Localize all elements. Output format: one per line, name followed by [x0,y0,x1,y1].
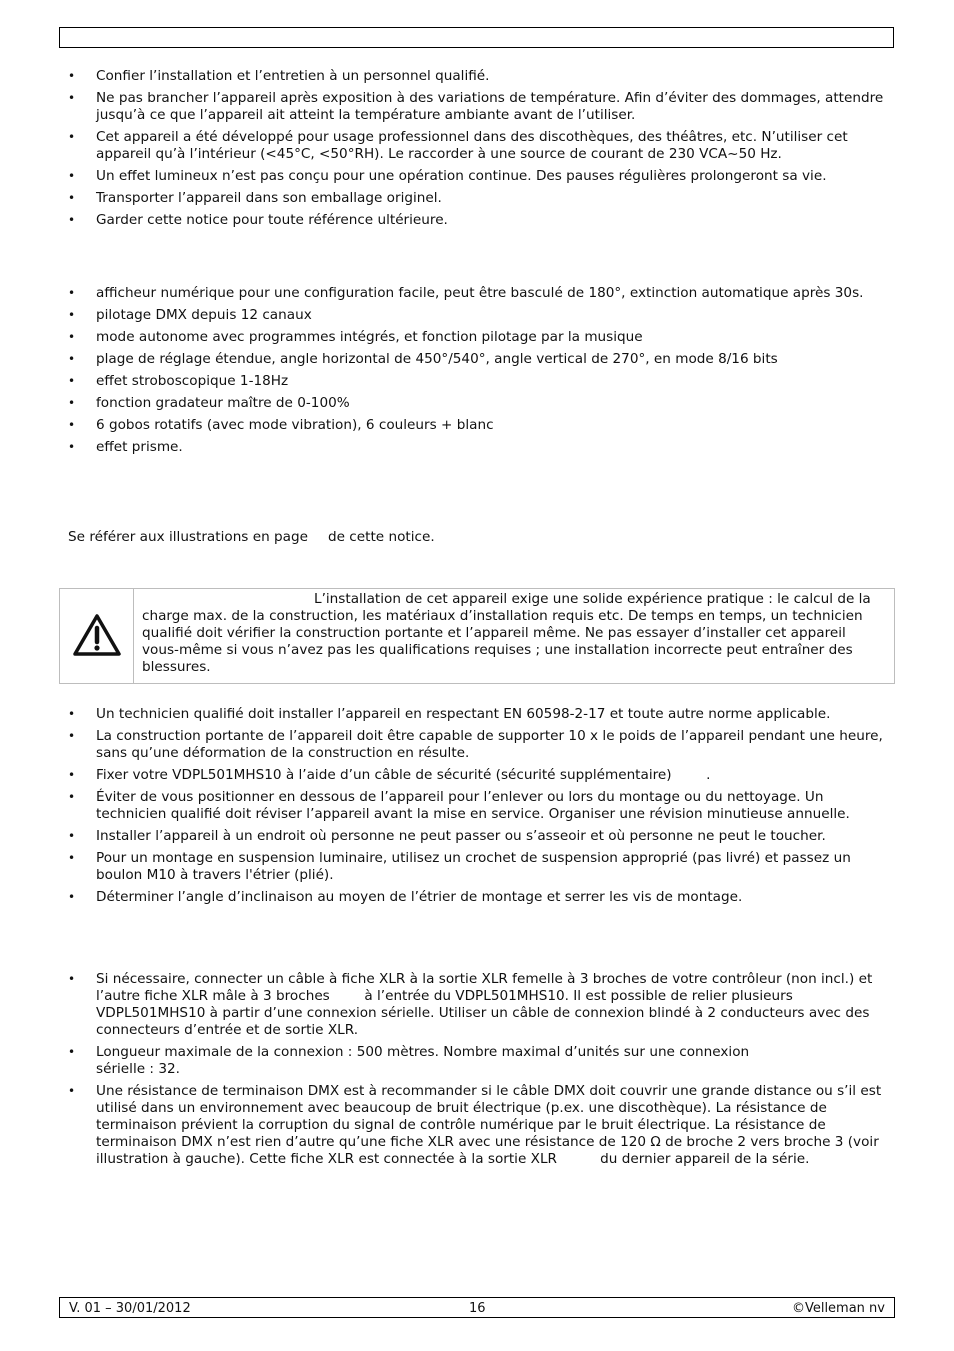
footer-version: V. 01 – 30/01/2012 [69,1301,191,1316]
list-item: • pilotage DMX depuis 12 canaux [59,307,895,324]
footer [59,1297,895,1318]
list-item: • plage de réglage étendue, angle horizontal de 450°/540°, angle vertical de 270°, en mode 8/16 bits [59,351,895,368]
list-item: • afficheur numérique pour une configuration facile, peut être basculé de 180°, extinction automatique après 30s. [59,285,895,302]
warning-box [59,588,895,684]
list-item: • effet prisme. [59,439,895,456]
warning-text: L’installation de cet appareil exige une solide expérience pratique : le calcul de la charge max. de la construction, les matériaux d’installation requis etc. De temps en temps, un technicien qualifié doit vérifier la construction portante et l’appareil même. Ne pas essayer d’installer cet appareil vous-même si vous n’avez pas les qualifications requises ; une installation incorrecte peut entraîner des blessures. [142,591,871,675]
warning-triangle-icon [72,613,122,657]
list-item: • Garder cette notice pour toute référence ultérieure. [59,212,895,229]
footer-page-number: 16 [469,1301,486,1316]
list-item: • effet stroboscopique 1-18Hz [59,373,895,390]
overview-text-after: de cette notice. [327,529,435,545]
list-item: • Si nécessaire, connecter un câble à fiche XLR à la sortie XLR femelle à 3 broches de votre contrôleur (non incl.) et l’autre fiche XLR mâle à 3 broches à l’entrée du VDPL501MHS10. Il est possible de relier plusieurs VDPL501MHS10 à partir d’une connexion sérielle. Utiliser un câble de connexion blindé à 2 conducteurs avec des connecteurs d’entrée et de sortie XLR. [59,971,895,1039]
connection-list [59,971,895,1168]
list-item: • mode autonome avec programmes intégrés, et fonction pilotage par la musique [59,329,895,346]
safety-list [59,68,895,229]
installation-list [59,706,895,906]
list-item: • Ne pas brancher l’appareil après exposition à des variations de température. Afin d’éviter des dommages, attendre jusqu’à ce que l’appareil ait atteint la température ambiante avant de l’utiliser. [59,90,895,124]
list-item: • Déterminer l’angle d’inclinaison au moyen de l’étrier de montage et serrer les vis de montage. [59,889,895,906]
list-item: • Transporter l’appareil dans son emballage originel. [59,190,895,207]
features-list [59,285,895,456]
overview-text-before: Se référer aux illustrations en page [68,529,308,545]
warning-icon-cell [60,589,134,683]
list-item: • Pour un montage en suspension luminaire, utilisez un crochet de suspension approprié (pas livré) et passez un boulon M10 à travers l'étrier (plié). [59,850,895,884]
list-item: • Éviter de vous positionner en dessous de l’appareil pour l’enlever ou lors du montage ou du nettoyage. Un technicien qualifié doit réviser l’appareil avant la mise en service. Organiser une révision minutieuse annuelle. [59,789,895,823]
list-item: • 6 gobos rotatifs (avec mode vibration), 6 couleurs + blanc [59,417,895,434]
overview-text [68,529,435,546]
list-item: • Un technicien qualifié doit installer l’appareil en respectant EN 60598-2-17 et toute autre norme applicable. [59,706,895,723]
header-box [59,27,894,48]
list-item: • La construction portante de l’appareil doit être capable de supporter 10 x le poids de l’appareil pendant une heure, sans qu’une déformation de la construction en résulte. [59,728,895,762]
list-item: • Installer l’appareil à un endroit où personne ne peut passer ou s’asseoir et où personne ne peut le toucher. [59,828,895,845]
list-item: • Un effet lumineux n’est pas conçu pour une opération continue. Des pauses régulières prolongeront sa vie. [59,168,895,185]
list-item: • Une résistance de terminaison DMX est à recommander si le câble DMX doit couvrir une grande distance ou s’il est utilisé dans un environnement avec beaucoup de bruit électrique (p.ex. une discothèque). La résistance de terminaison prévient la corruption du signal de contrôle numérique par le bruit électrique. La résistance de terminaison DMX n’est rien d’autre qu’une fiche XLR avec une résistance de 120 Ω de broche 2 vers broche 3 (voir illustration à gauche). Cette fiche XLR est connectée à la sortie XLR du dernier appareil de la série. [59,1083,895,1168]
list-item: • Cet appareil a été développé pour usage professionnel dans des discothèques, des théâtres, etc. N’utiliser cet appareil qu’à l’intérieur (<45°C, <50°RH). Le raccorder à une source de courant de 230 VCA~50 Hz. [59,129,895,163]
footer-copyright: ©Velleman nv [791,1301,885,1316]
list-item: • Longueur maximale de la connexion : 500 mètres. Nombre maximal d’unités sur une connexion sérielle : 32. [59,1044,895,1078]
list-item: • fonction gradateur maître de 0-100% [59,395,895,412]
list-item: • Fixer votre VDPL501MHS10 à l’aide d’un câble de sécurité (sécurité supplémentaire) . [59,767,895,784]
list-item: • Confier l’installation et l’entretien à un personnel qualifié. [59,68,895,85]
